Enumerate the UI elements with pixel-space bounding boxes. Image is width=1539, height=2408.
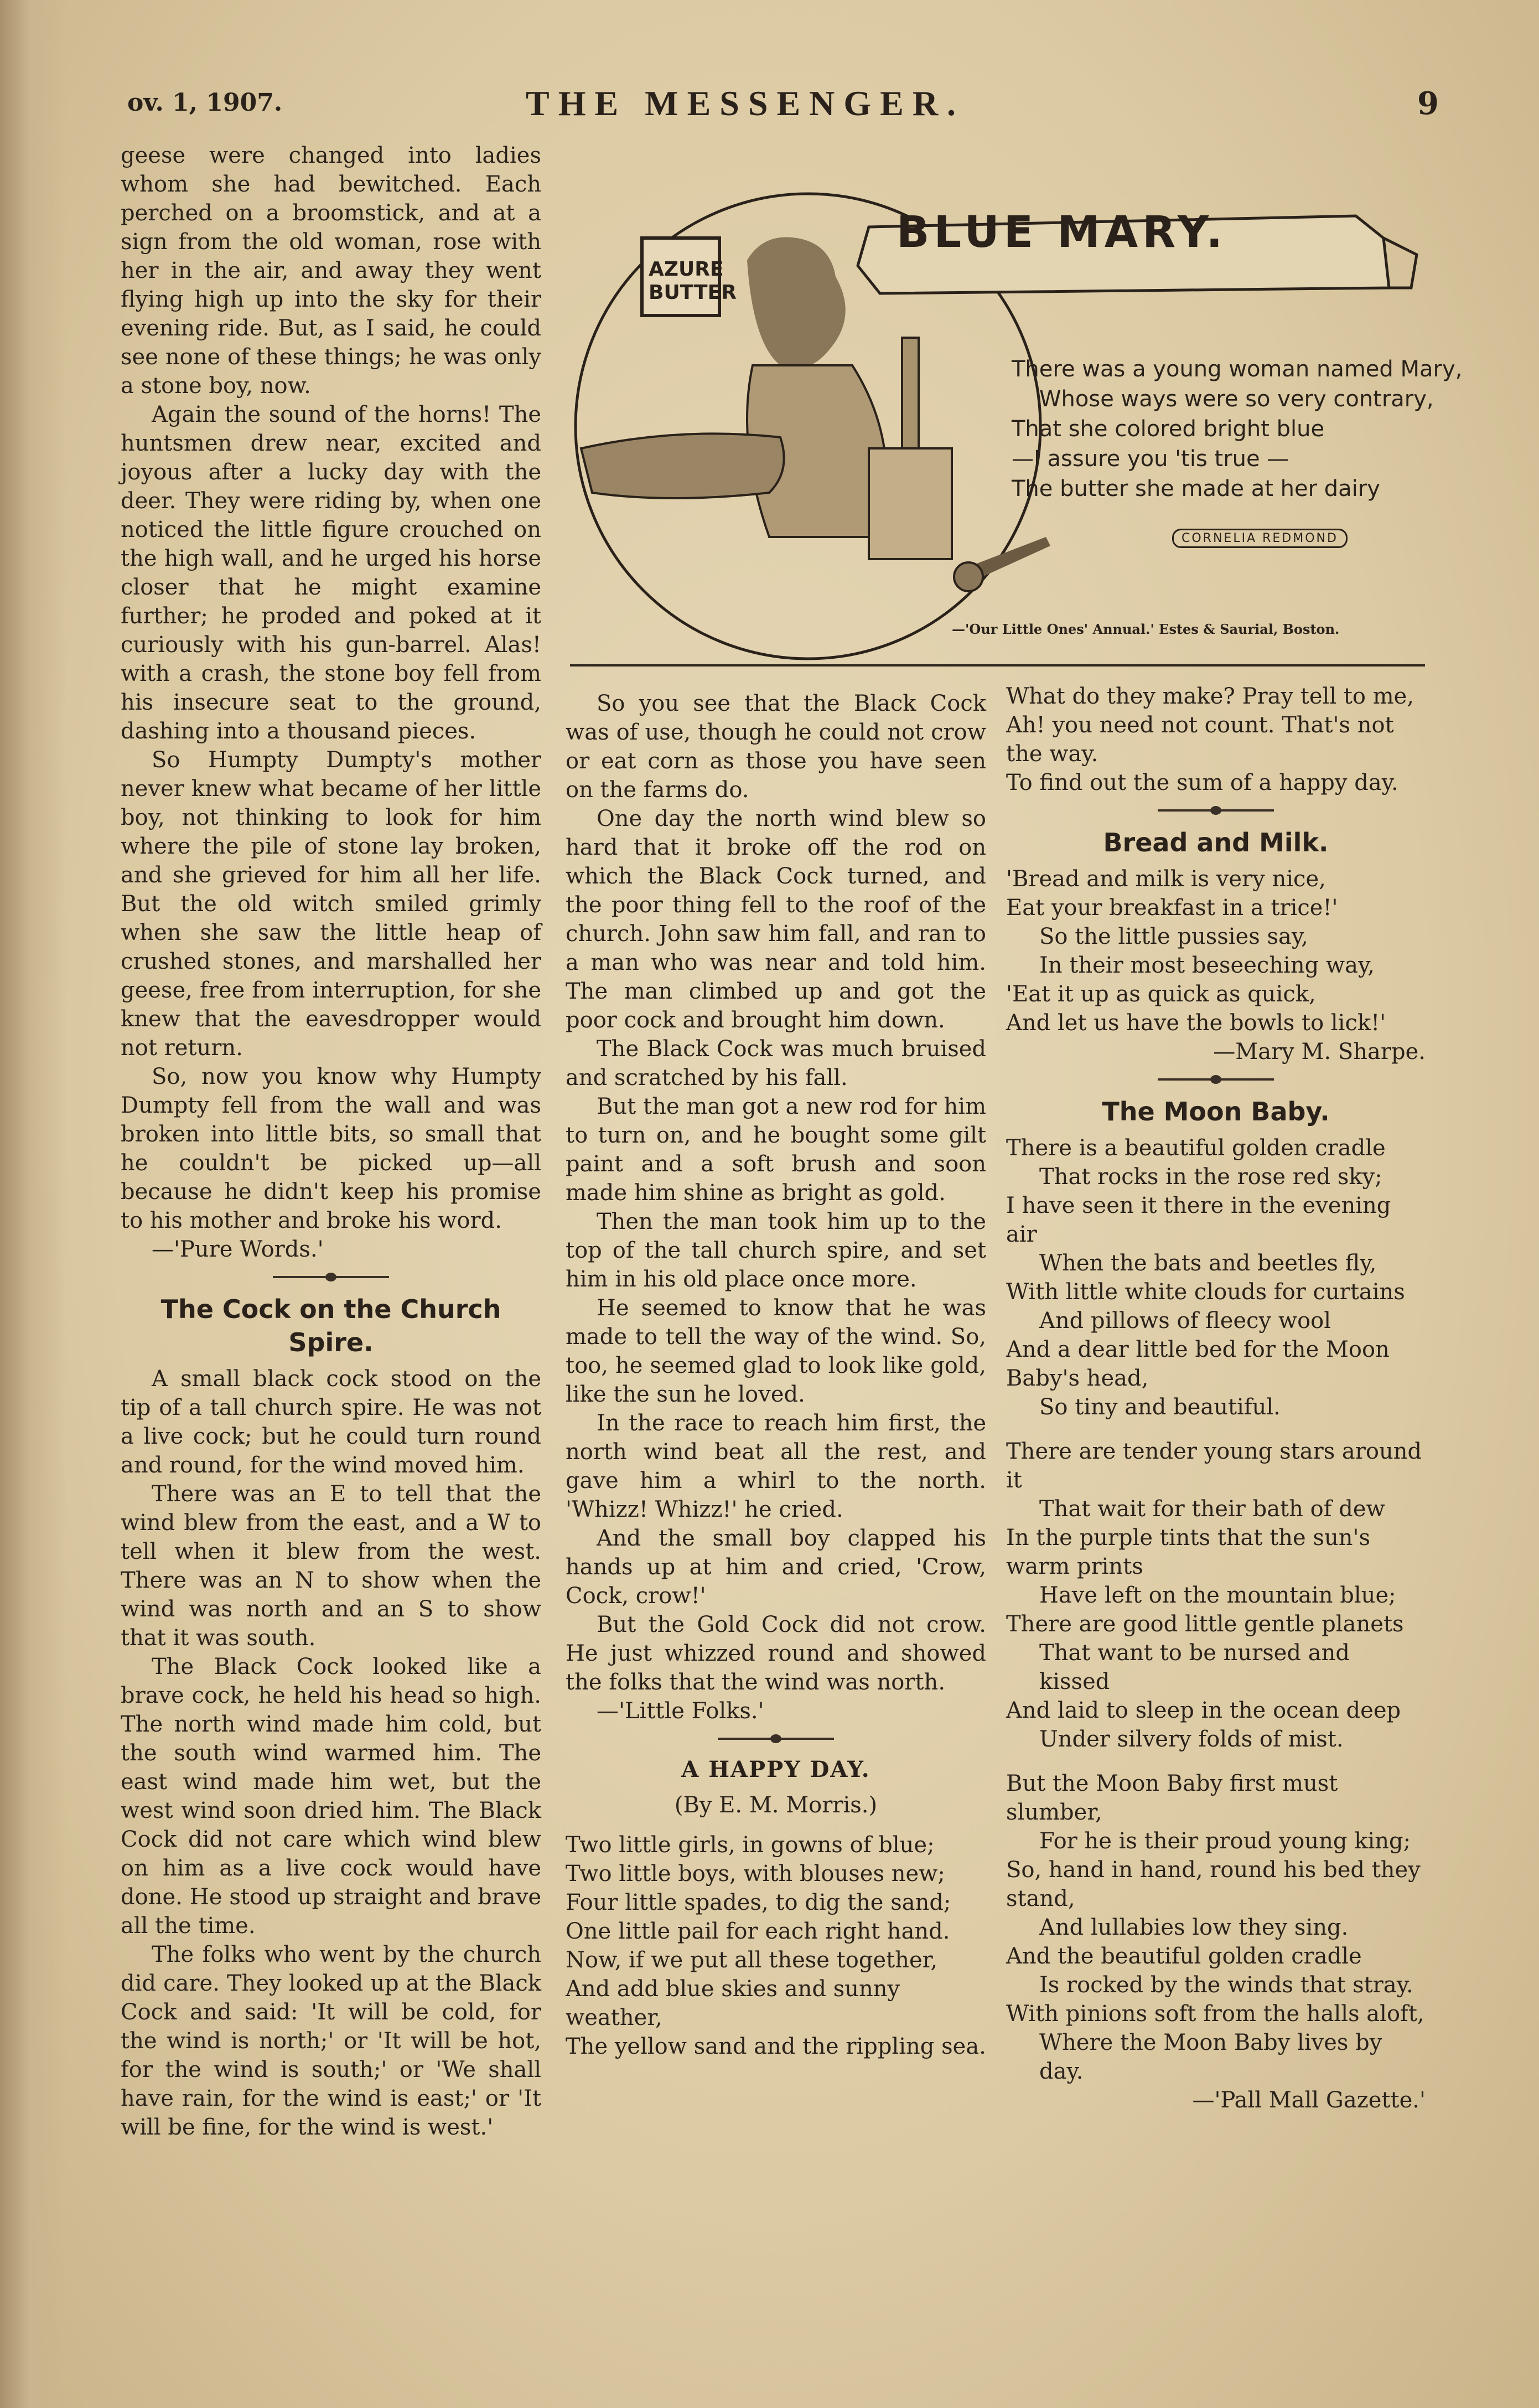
poem-line: In their most beseeching way, bbox=[1039, 953, 1375, 978]
butter-bowl bbox=[581, 433, 784, 498]
stanza-gap bbox=[1006, 1422, 1426, 1437]
article-title-cock: The Cock on the Church Spire. bbox=[160, 1294, 501, 1357]
poem-title-moon-baby: The Moon Baby. bbox=[1102, 1097, 1330, 1127]
poem-line: For he is their proud young king; bbox=[1039, 1828, 1411, 1854]
poem-line: There are good little gentle planets bbox=[1006, 1611, 1404, 1637]
poem-line: And a dear little bed for the Moon Baby's head, bbox=[1006, 1337, 1390, 1391]
poem-line: With little white clouds for curtains bbox=[1006, 1279, 1405, 1305]
poem-line: And laid to sleep in the ocean deep bbox=[1006, 1698, 1401, 1723]
paragraph: A small black cock stood on the tip of a tall church spire. He was not a live cock; but he could turn round and round, for the wind moved him. bbox=[121, 1366, 541, 1478]
poem-line: There are tender young stars around it bbox=[1006, 1439, 1422, 1493]
column-2 bbox=[566, 689, 986, 2061]
poem-line: But the Moon Baby first must slumber, bbox=[1006, 1771, 1338, 1825]
source-credit: —'Little Folks.' bbox=[597, 1698, 764, 1724]
illustration-poem bbox=[1012, 354, 1462, 504]
section-divider bbox=[1158, 1078, 1274, 1081]
poem-line: Two little boys, with blouses new; bbox=[566, 1861, 945, 1887]
butter-churn bbox=[869, 448, 952, 559]
poem-line: Under silvery folds of mist. bbox=[1039, 1727, 1344, 1752]
paragraph: One day the north wind blew so hard that it broke off the rod on which the Black Cock turned, and the poor thing fell to the roof of the church. John saw him fall, and ran to a man who was near and told him. The man climbed up and got the poor cock and brought him down. bbox=[566, 806, 986, 1033]
sign-text bbox=[649, 258, 737, 304]
poem-line: And the beautiful golden cradle bbox=[1006, 1944, 1362, 1969]
poem-line: Have left on the mountain blue; bbox=[1039, 1583, 1396, 1608]
poem-line: —I assure you 'tis true — bbox=[1012, 446, 1289, 472]
stanza-gap bbox=[1006, 1754, 1426, 1769]
paddle-head bbox=[954, 562, 983, 591]
poem-bread-milk bbox=[1006, 865, 1426, 1066]
paragraph: In the race to reach him first, the north wind beat all the rest, and gave him a whirl to the north. 'Whizz! Whizz!' he cried. bbox=[566, 1410, 986, 1522]
paragraph: So, now you know why Humpty Dumpty fell from the wall and was broken into little bits, so small that he couldn't be picked up—all because he didn't keep his promise to his mother and broke his word. bbox=[121, 1064, 541, 1233]
poem-line: And pillows of fleecy wool bbox=[1039, 1308, 1331, 1334]
paragraph: So Humpty Dumpty's mother never knew what became of her little boy, not thinking to look for him where the pile of stone lay broken, and she grieved for him all her life. But the old witch smiled grimly when she saw the little heap of crushed stones, and marshalled her geese, free from interruption, for she knew that the eavesdropper would not return. bbox=[121, 747, 541, 1061]
section-divider bbox=[718, 1738, 834, 1740]
illustration-credit: —'Our Little Ones' Annual.' Estes & Saurial, Boston. bbox=[952, 621, 1340, 637]
paragraph: So you see that the Black Cock was of use, though he could not crow or eat corn as those you have seen on the farms do. bbox=[566, 691, 986, 803]
paragraph: Then the man took him up to the top of the tall church spire, and set him in his old place once more. bbox=[566, 1209, 986, 1292]
paragraph: But the man got a new rod for him to turn on, and he bought some gilt paint and a soft brush and soon made him shine as bright as gold. bbox=[566, 1094, 986, 1206]
poem-moon-baby bbox=[1006, 1134, 1426, 2115]
poem-line: Ah! you need not count. That's not the way. bbox=[1006, 712, 1394, 767]
poem-line: So tiny and beautiful. bbox=[1039, 1394, 1281, 1420]
poem-line: To find out the sum of a happy day. bbox=[1006, 770, 1398, 795]
poem-line: The butter she made at her dairy bbox=[1012, 476, 1380, 502]
paragraph: But the Gold Cock did not crow. He just whizzed round and showed the folks that the wind was north. bbox=[566, 1612, 986, 1695]
paragraph: And the small boy clapped his hands up at him and cried, 'Crow, Cock, crow!' bbox=[566, 1526, 986, 1609]
paragraph: geese were changed into ladies whom she had bewitched. Each perched on a broomstick, and at a sign from the old woman, rose with her in the air, and away they went flying high up into the sky for their evening ride. But, as I said, he could see none of these things; he was only a stone boy, now. bbox=[121, 143, 541, 399]
poem-title-happy-day: A HAPPY DAY. bbox=[681, 1756, 870, 1782]
section-divider bbox=[273, 1276, 389, 1278]
woman-head bbox=[747, 237, 846, 368]
column-3 bbox=[1006, 682, 1426, 2115]
poem-line: There is a beautiful golden cradle bbox=[1006, 1135, 1386, 1161]
poem-happy-day bbox=[566, 1831, 986, 2061]
paragraph: The Black Cock was much bruised and scratched by his fall. bbox=[566, 1036, 986, 1091]
poem-line: That she colored bright blue bbox=[1012, 416, 1325, 442]
poem-line: In the purple tints that the sun's warm prints bbox=[1006, 1525, 1370, 1579]
poem-title-bread-milk: Bread and Milk. bbox=[1103, 828, 1329, 857]
butter-paddle bbox=[974, 537, 1050, 577]
poem-line: And add blue skies and sunny weather, bbox=[566, 1976, 900, 2030]
poem-line: With pinions soft from the halls aloft, bbox=[1006, 2001, 1424, 2027]
source-credit: —'Pure Words.' bbox=[152, 1237, 324, 1262]
poem-line: When the bats and beetles fly, bbox=[1039, 1250, 1377, 1276]
poem-line: That want to be nursed and kissed bbox=[1039, 1640, 1350, 1694]
issue-date: ov. 1, 1907. bbox=[127, 89, 283, 117]
sign-line: AZURE bbox=[649, 258, 724, 281]
paragraph: He seemed to know that he was made to tell the way of the wind. So, too, he seemed glad to look like gold, like the sun he loved. bbox=[566, 1295, 986, 1407]
poem-line: The yellow sand and the rippling sea. bbox=[566, 2034, 986, 2059]
illustration-title: BLUE MARY. bbox=[897, 208, 1227, 257]
poem-line: I have seen it there in the evening air bbox=[1006, 1193, 1391, 1247]
poem-happy-day-cont bbox=[1006, 682, 1426, 797]
poem-line: What do they make? Pray tell to me, bbox=[1006, 684, 1414, 709]
sign-line: BUTTER bbox=[649, 281, 737, 304]
section-divider bbox=[1158, 809, 1274, 812]
paragraph: Again the sound of the horns! The huntsmen drew near, excited and joyous after a lucky day with the deer. They were riding by, when one noticed the little figure crouched on the high wall, and he urged his horse closer that he might examine further; he proded and poked at it curiously with his gun-barrel. Alas! with a crash, the stone boy fell from his insecure seat to the ground, dashing into a thousand pieces. bbox=[121, 402, 541, 744]
page-spine-shadow bbox=[0, 0, 66, 2408]
poem-source: —'Pall Mall Gazette.' bbox=[1192, 2087, 1426, 2113]
poem-line: And lullabies low they sing. bbox=[1039, 1915, 1349, 1940]
poem-line: Now, if we put all these together, bbox=[566, 1947, 938, 1973]
paragraph: The folks who went by the church did care. They looked up at the Black Cock and said: 'It will be cold, for the wind is north;' or 'It will be hot, for the wind is south;' or 'We shall have rain, for the wind is east;' or 'It will be fine, for the wind is west.' bbox=[121, 1942, 541, 2140]
masthead-title: THE MESSENGER. bbox=[526, 84, 965, 123]
poem-line: One little pail for each right hand. bbox=[566, 1919, 950, 1944]
poem-line: Where the Moon Baby lives by day. bbox=[1039, 2030, 1382, 2084]
page-header bbox=[127, 83, 1439, 133]
poem-line: And let us have the bowls to lick!' bbox=[1006, 1010, 1386, 1036]
poem-line: Four little spades, to dig the sand; bbox=[566, 1890, 951, 1915]
illustration-rule bbox=[570, 664, 1425, 666]
poem-line: Two little girls, in gowns of blue; bbox=[566, 1832, 935, 1858]
poem-line: Whose ways were so very contrary, bbox=[1039, 386, 1434, 412]
column-1 bbox=[121, 141, 541, 2142]
paragraph: The Black Cock looked like a brave cock, he held his head so high. The north wind made him cold, but the south wind warmed him. The east wind made him wet, but the west wind soon dried him. The Black Cock did not care which wind blew on him as a live cock would have done. He stood up straight and brave all the time. bbox=[121, 1654, 541, 1939]
poem-byline: (By E. M. Morris.) bbox=[674, 1792, 878, 1818]
poem-line: That rocks in the rose red sky; bbox=[1039, 1164, 1382, 1190]
poem-line: So, hand in hand, round his bed they stand, bbox=[1006, 1857, 1421, 1911]
poem-line: 'Eat it up as quick as quick, bbox=[1006, 981, 1316, 1007]
poem-line: So the little pussies say, bbox=[1039, 924, 1308, 949]
poem-line: 'Bread and milk is very nice, bbox=[1006, 866, 1326, 892]
paragraph: There was an E to tell that the wind blew from the east, and a W to tell when it blew from the west. There was an N to show when the wind was north and an S to show that it was south. bbox=[121, 1481, 541, 1651]
poem-line: That wait for their bath of dew bbox=[1039, 1496, 1385, 1522]
poem-author: —Mary M. Sharpe. bbox=[1213, 1039, 1426, 1065]
poem-line: Eat your breakfast in a trice!' bbox=[1006, 895, 1338, 921]
page-number: 9 bbox=[1417, 85, 1439, 122]
illustration-author: CORNELIA REDMOND bbox=[1172, 529, 1348, 548]
poem-line: There was a young woman named Mary, bbox=[1012, 356, 1463, 382]
poem-line: Is rocked by the winds that stray. bbox=[1039, 1972, 1413, 1998]
